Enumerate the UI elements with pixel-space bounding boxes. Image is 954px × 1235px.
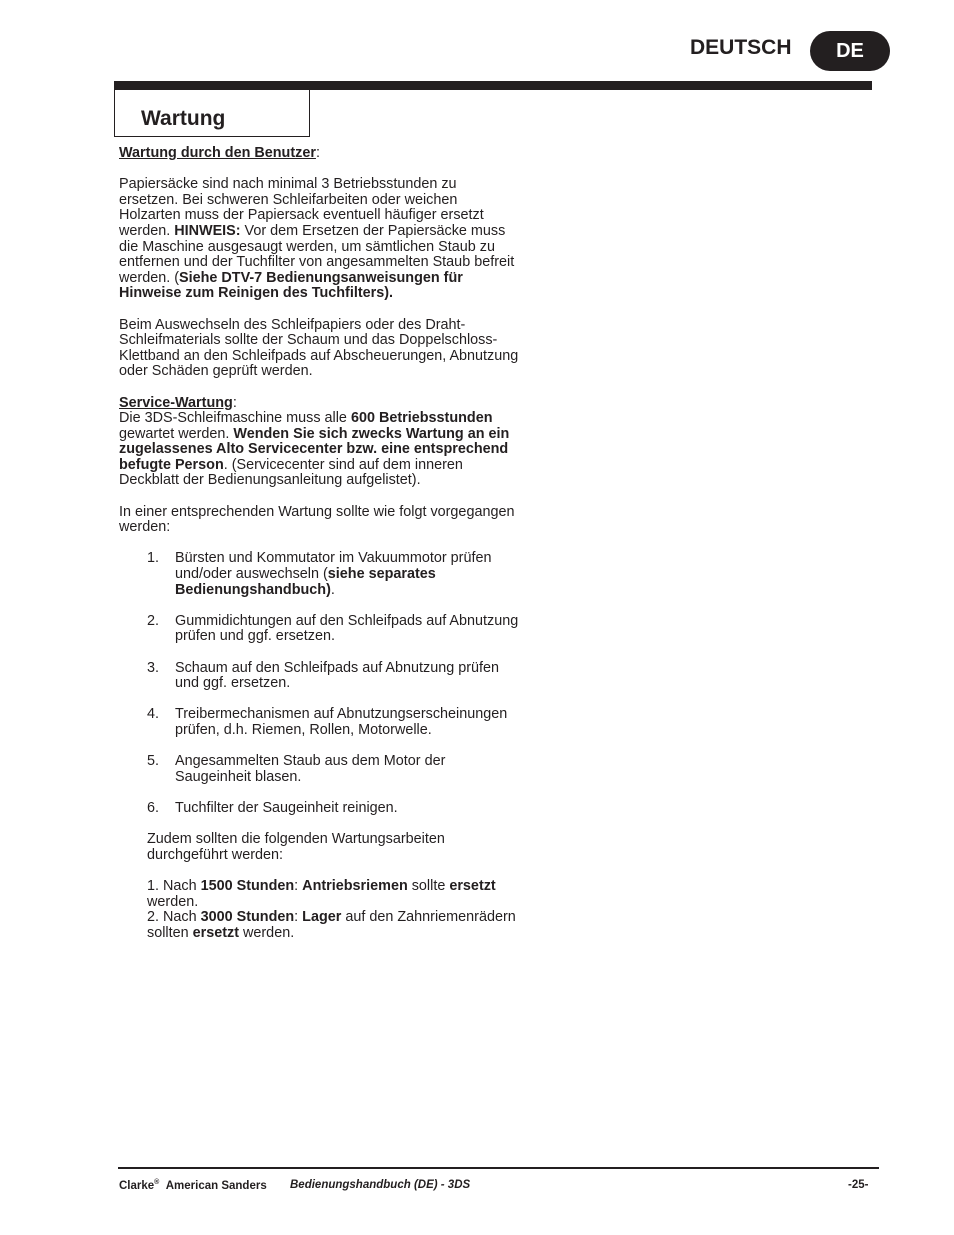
page-number: -25- bbox=[848, 1179, 869, 1191]
paper-bag-paragraph: Papiersäcke sind nach minimal 3 Betriebsstunden zu ersetzen. Bei schweren Schleifarbeiten oder weichen Holzarten muss der Papiersack eventuell häufiger ersetzt werden. HINWEIS: Vor dem Ersetzen der Papiersäcke muss die Maschine ausgesaugt werden, um sämtlichen Staub zu entfernen und der Tuchfilter von angesammelten Staub befreit werden. (Siehe DTV-7 Bedienungsanweisungen für Hinweise zum Reinigen des Tuchfilters). bbox=[119, 176, 515, 302]
user-maintenance-heading: Wartung durch den Benutzer: bbox=[119, 145, 320, 161]
list-item: 2. Gummidichtungen auf den Schleifpads auf Abnutzung prüfen und ggf. ersetzen. bbox=[147, 612, 519, 645]
procedure-intro: In einer entsprechenden Wartung sollte wie folgt vorgegangen werden: bbox=[119, 503, 515, 536]
additional-work-intro: Zudem sollten die folgenden Wartungsarbeiten durchgeführt werden: bbox=[147, 831, 445, 863]
sandpaper-paragraph: Beim Auswechseln des Schleifpapiers oder des Draht-Schleifmaterials sollte der Schaum und das Doppelschloss-Klettband an den Schleifpads auf Abscheuerungen, Abnutzung oder Schäden geprüft werden. bbox=[119, 316, 519, 380]
language-badge: DE bbox=[810, 31, 890, 71]
additional-work-items: 1. Nach 1500 Stunden: Antriebsriemen sollte ersetzt werden. 2. Nach 3000 Stunden: Lager auf den Zahnriemenrädern sollten ersetzt werden. bbox=[147, 877, 516, 941]
list-item: 4. Treibermechanismen auf Abnutzungserscheinungen prüfen, d.h. Riemen, Rollen, Motorwelle. bbox=[147, 706, 508, 738]
language-label: DEUTSCH bbox=[690, 36, 792, 59]
top-rule bbox=[114, 81, 872, 90]
section-title: Wartung bbox=[141, 107, 226, 130]
list-item: 1. Bürsten und Kommutator im Vakuummotor prüfen und/oder auswechseln (siehe separates Bedienungshandbuch). bbox=[147, 550, 492, 598]
list-item: 5. Angesammelten Staub aus dem Motor der Saugeinheit blasen. bbox=[147, 753, 446, 785]
service-maintenance-block: Service-Wartung: Die 3DS-Schleifmaschine muss alle 600 Betriebsstunden gewartet werden. Wenden Sie sich zwecks Wartung an ein zugelassenes Alto Servicecenter bzw. eine entsprechend befugte Person. (Servicecenter sind auf dem inneren Deckblatt der Bedienungsanleitung aufgelistet). bbox=[119, 394, 510, 489]
list-item: 3. Schaum auf den Schleifpads auf Abnutzung prüfen und ggf. ersetzen. bbox=[147, 659, 500, 692]
content-column bbox=[119, 146, 519, 957]
procedure-list bbox=[119, 551, 519, 816]
list-item: 6. Tuchfilter der Saugeinheit reinigen. bbox=[147, 799, 398, 816]
footer-manual-title: Bedienungshandbuch (DE) - 3DS bbox=[290, 1179, 471, 1191]
bottom-rule bbox=[118, 1167, 879, 1169]
footer-brand: Clarke® American Sanders bbox=[119, 1179, 267, 1192]
